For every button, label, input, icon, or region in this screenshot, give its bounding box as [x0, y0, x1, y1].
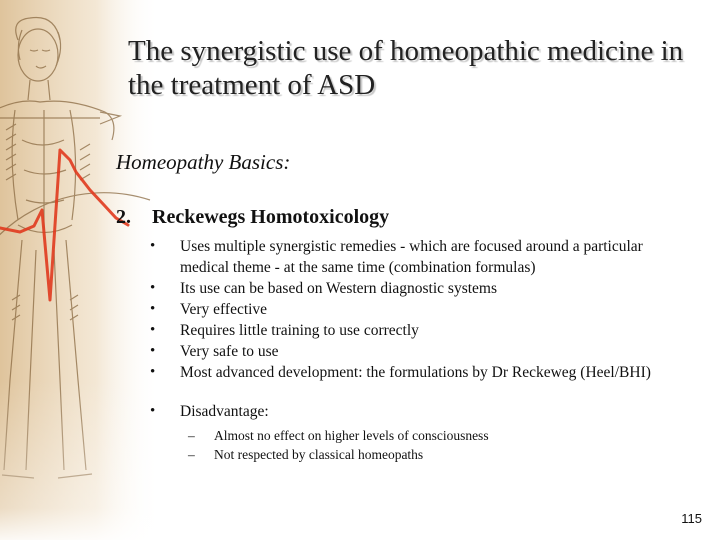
bullet-icon: • [150, 403, 156, 419]
section-title: Reckewegs Homotoxicology [152, 206, 390, 228]
list-spacer [146, 383, 686, 401]
disadvantage-label: Disadvantage: [180, 403, 269, 420]
bullet-icon: • [150, 343, 156, 359]
bullet-icon: • [150, 301, 156, 317]
bullet-text: Very effective [180, 301, 268, 318]
section-number: 2. [116, 206, 131, 228]
sub-bullet-text: Almost no effect on higher levels of consciousness [214, 428, 489, 443]
bullet-list [146, 236, 686, 464]
bullet-text: Requires little training to use correctly [180, 322, 419, 339]
bullet-text: Uses multiple synergistic remedies - which are focused around a particular medical theme - at the same time (combination formulas) [180, 238, 643, 276]
bullet-text: Very safe to use [180, 343, 279, 360]
dash-icon: – [188, 447, 195, 462]
bullet-item [146, 362, 686, 383]
page-number: 115 [681, 511, 702, 526]
bullet-item [146, 236, 686, 278]
bullet-item [146, 278, 686, 299]
sub-bullet-item [180, 445, 686, 464]
bullet-text: Its use can be based on Western diagnostic systems [180, 280, 498, 297]
bullet-icon: • [150, 322, 156, 338]
sub-bullet-text: Not respected by classical homeopaths [214, 447, 424, 462]
bullet-icon: • [150, 364, 156, 380]
bullet-icon: • [150, 238, 156, 254]
disadvantage-item [146, 401, 686, 464]
bullet-icon: • [150, 280, 156, 296]
bullet-text: Most advanced development: the formulations by Dr Reckeweg (Heel/BHI) [180, 364, 651, 381]
bullet-item [146, 320, 686, 341]
section-heading [116, 206, 389, 229]
bullet-item [146, 299, 686, 320]
sub-bullet-item [180, 426, 686, 445]
slide-title: The synergistic use of homeopathic medicine in the treatment of ASD [128, 35, 684, 101]
dash-icon: – [188, 428, 195, 443]
slide-subtitle: Homeopathy Basics: [116, 150, 291, 174]
bullet-item [146, 341, 686, 362]
disadvantage-list [180, 426, 686, 464]
